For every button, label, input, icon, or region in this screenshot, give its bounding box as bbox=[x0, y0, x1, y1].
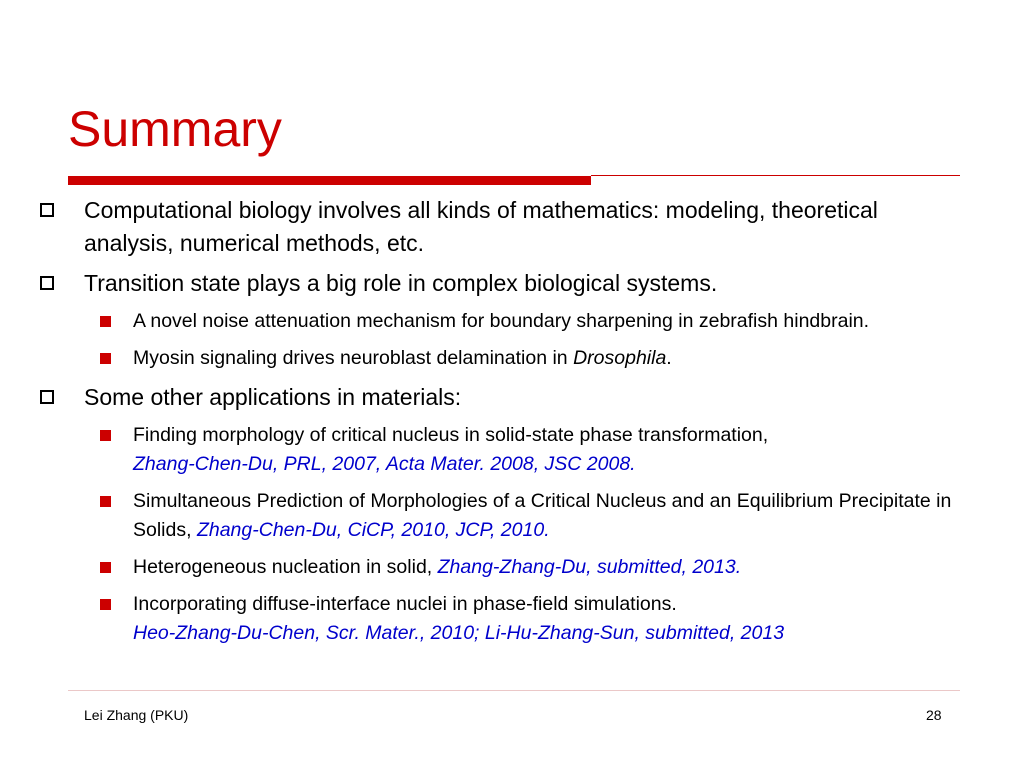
sub-bullet-text: Heterogeneous nucleation in solid, bbox=[133, 556, 438, 578]
filled-square-bullet-icon bbox=[100, 353, 111, 364]
sub-bullet-item bbox=[0, 344, 1024, 373]
sub-bullet-item bbox=[0, 553, 1024, 582]
hollow-square-bullet-icon bbox=[40, 203, 54, 217]
citation: Heo-Zhang-Du-Chen, Scr. Mater., 2010; Li-Hu-Zhang-Sun, submitted, 2013 bbox=[133, 622, 785, 644]
sub-bullet-text: Simultaneous Prediction of Morphologies of a Critical Nucleus and an Equilibrium Precipitate in Solids, bbox=[133, 490, 952, 541]
bullet-item bbox=[0, 381, 1024, 414]
sub-bullet-item bbox=[0, 421, 1024, 479]
filled-square-bullet-icon bbox=[100, 496, 111, 507]
bullet-item bbox=[0, 267, 1024, 300]
bullet-text: Some other applications in materials: bbox=[84, 384, 462, 410]
bullet-text: Transition state plays a big role in complex biological systems. bbox=[84, 270, 718, 296]
title-underline-thin bbox=[591, 175, 960, 176]
page-number: 28 bbox=[926, 707, 942, 723]
filled-square-bullet-icon bbox=[100, 562, 111, 573]
hollow-square-bullet-icon bbox=[40, 390, 54, 404]
sub-bullet-text: Myosin signaling drives neuroblast delamination in bbox=[133, 347, 574, 369]
sub-bullet-item bbox=[0, 307, 1024, 336]
sub-bullet-tail: . bbox=[666, 347, 672, 369]
filled-square-bullet-icon bbox=[100, 316, 111, 327]
species-name: Drosophila bbox=[573, 347, 667, 369]
bullet-item bbox=[0, 194, 1024, 260]
filled-square-bullet-icon bbox=[100, 599, 111, 610]
slide-title: Summary bbox=[68, 101, 282, 157]
sub-bullet-item bbox=[0, 487, 1024, 545]
bullet-text: Computational biology involves all kinds of mathematics: modeling, theoretical analysis, numerical methods, etc. bbox=[84, 197, 878, 256]
sub-bullet-text: Finding morphology of critical nucleus in solid-state phase transformation, bbox=[133, 424, 769, 446]
sub-bullet-text: A novel noise attenuation mechanism for boundary sharpening in zebrafish hindbrain. bbox=[133, 310, 870, 332]
sub-bullet-item bbox=[0, 590, 1024, 648]
bullet-list bbox=[0, 194, 1024, 656]
hollow-square-bullet-icon bbox=[40, 276, 54, 290]
footer-author: Lei Zhang (PKU) bbox=[84, 707, 189, 723]
citation: Zhang-Zhang-Du, submitted, 2013. bbox=[437, 556, 742, 578]
sub-bullet-text: Incorporating diffuse-interface nuclei in phase-field simulations. bbox=[133, 593, 677, 615]
citation: Zhang-Chen-Du, CiCP, 2010, JCP, 2010. bbox=[196, 519, 550, 541]
filled-square-bullet-icon bbox=[100, 430, 111, 441]
citation: Zhang-Chen-Du, PRL, 2007, Acta Mater. 2008, JSC 2008. bbox=[133, 453, 636, 475]
title-underline-thick bbox=[68, 176, 591, 185]
footer-divider bbox=[68, 690, 960, 691]
